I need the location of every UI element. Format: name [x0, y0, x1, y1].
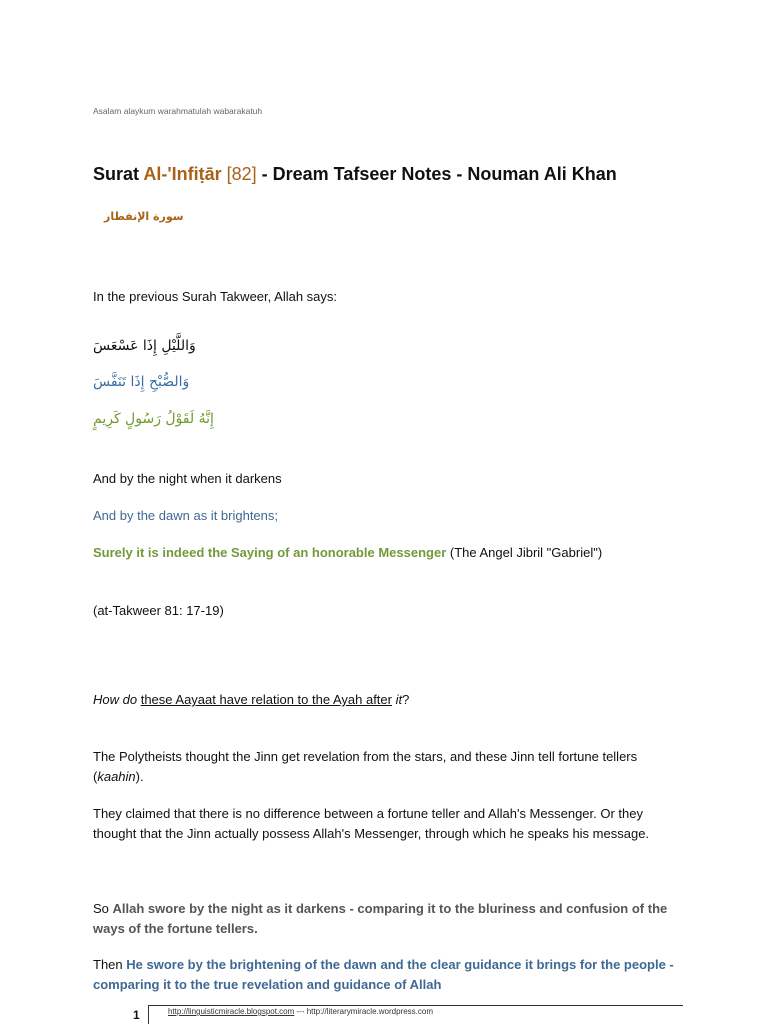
- arabic-surah-title: سورة الإنفطار: [104, 210, 184, 223]
- page-number-divider: [148, 1006, 149, 1024]
- intro-text: In the previous Surah Takweer, Allah says:: [93, 289, 338, 304]
- title-suffix: - Dream Tafseer Notes - Nouman Ali Khan: [256, 164, 617, 184]
- footer-link-blogspot[interactable]: http://linguisticmiracle.blogspot.com: [168, 1007, 295, 1016]
- footer-divider: [148, 1005, 683, 1006]
- arabic-verse-3: إِنَّهُ لَقَوْلُ رَسُولٍ كَرِيمٍ: [93, 411, 214, 427]
- page-title: [93, 164, 617, 185]
- translation-line-3: [93, 543, 683, 563]
- question-middle: it: [391, 692, 403, 707]
- question-start: How do: [93, 692, 141, 707]
- paragraph-4: [93, 955, 683, 994]
- question-text: [93, 690, 683, 710]
- arabic-verse-1: وَاللَّيْلِ إِذَا عَسْعَسَ: [93, 338, 196, 354]
- paragraph-3-start: So: [93, 901, 113, 916]
- paragraph-3: [93, 899, 683, 938]
- translation-line-1: And by the night when it darkens: [93, 471, 282, 486]
- question-end: ?: [402, 692, 410, 707]
- title-surah-name: Al-'Infiṭār: [143, 164, 222, 184]
- paragraph-1-italic: kaahin: [97, 768, 136, 784]
- translation-line-3-note: (The Angel Jibril "Gabriel"): [446, 545, 603, 560]
- paragraph-3-highlight: Allah swore by the night as it darkens - comparing it to the bluriness and confusion of the ways of the fortune tellers.: [93, 901, 668, 936]
- footer-separator: ---: [294, 1007, 307, 1016]
- question-underlined: these Aayaat have relation to the Ayah after: [140, 692, 392, 707]
- translation-line-2: And by the dawn as it brightens;: [93, 508, 279, 523]
- title-prefix: Surat: [93, 164, 144, 184]
- footer-links: [168, 1007, 433, 1016]
- greeting-text: Asalam alaykum warahmatulah wabarakatuh: [93, 106, 263, 116]
- verse-reference: (at-Takweer 81: 17-19): [93, 603, 224, 618]
- paragraph-1: [93, 747, 683, 786]
- paragraph-2: They claimed that there is no difference between a fortune teller and Allah's Messenger. Or they thought that the Jinn actually possess Allah's Messenger, through which he speaks his message.: [93, 806, 650, 841]
- translation-line-3-main: Surely it is indeed the Saying of an honorable Messenger: [93, 545, 447, 560]
- footer-link-wordpress[interactable]: http://literarymiracle.wordpress.com: [306, 1007, 433, 1016]
- title-surah-number: [82]: [221, 164, 257, 184]
- paragraph-1-text: The Polytheists thought the Jinn get revelation from the stars, and these Jinn tell fortune tellers (: [93, 749, 638, 784]
- paragraph-1-end: ).: [135, 768, 144, 784]
- page-number: 1: [133, 1008, 140, 1022]
- paragraph-4-highlight: He swore by the brightening of the dawn and the clear guidance it brings for the people - comparing it to the true revelation and guidance of Allah: [93, 957, 674, 992]
- paragraph-4-start: Then: [93, 957, 127, 972]
- arabic-verse-2: وَالصُّبْحِ إِذَا تَنَفَّسَ: [93, 374, 190, 390]
